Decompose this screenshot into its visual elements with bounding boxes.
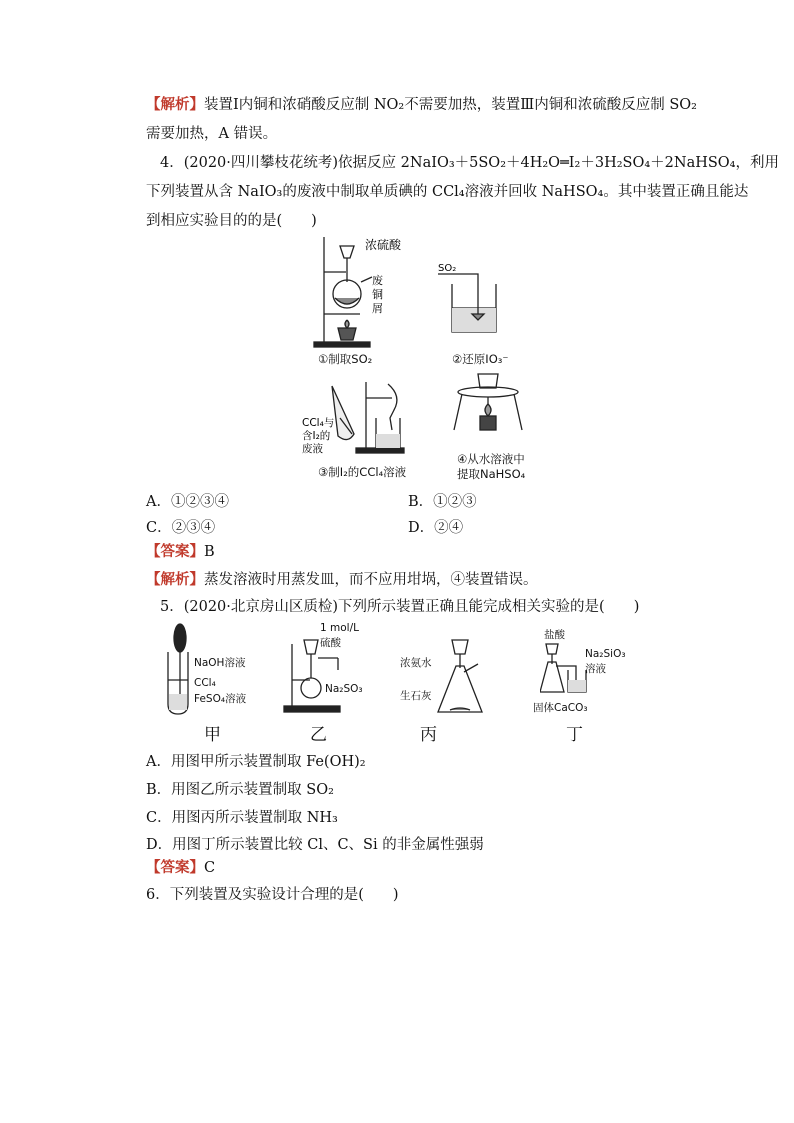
q4-answer: 【答案】B: [146, 543, 215, 560]
fig4-caption-line2: 提取NaHSO₄: [457, 467, 526, 481]
extraction-diagram: [300, 378, 410, 458]
q5-stem: 5．(2020·北京房山区质检)下列所示装置正确且能完成相关实验的是( ): [160, 599, 640, 615]
q6-stem: 6．下列装置及实验设计合理的是( ): [146, 887, 399, 903]
analysis-tag: 【解析】: [146, 96, 204, 113]
svg-text:含I₂的: 含I₂的: [302, 430, 331, 442]
q5-option-a[interactable]: A．用图甲所示装置制取 Fe(OH)₂: [146, 754, 366, 770]
q5-option-b[interactable]: B．用图乙所示装置制取 SO₂: [146, 782, 334, 798]
svg-text:废液: 废液: [302, 443, 323, 455]
fig1-caption: ①制取SO₂: [318, 352, 373, 366]
svg-text:废: 废: [372, 274, 383, 287]
fig4-caption-line1: ④从水溶液中: [457, 452, 525, 466]
fig-bing-name: 丙: [420, 725, 437, 745]
q3-analysis-line1: 【解析】装置Ⅰ内铜和浓硝酸反应制 NO₂不需要加热，装置Ⅲ内铜和浓硫酸反应制 SO₂: [146, 96, 697, 113]
fig-ding-name: 丁: [566, 725, 583, 745]
svg-text:CCl₄与: CCl₄与: [302, 417, 335, 429]
q4-stem-line3: 到相应实验目的的是( ): [146, 213, 317, 229]
fig2-caption: ②还原IO₃⁻: [452, 352, 509, 366]
conc-sulfuric-acid-label: 浓硫酸: [365, 238, 402, 252]
fig-jia-name: 甲: [204, 725, 221, 745]
q4-option-c[interactable]: C．②③④: [146, 520, 216, 536]
iodate-reduction-diagram: [436, 262, 506, 342]
q5-option-d[interactable]: D．用图丁所示装置比较 Cl、C、Si 的非金属性强弱: [146, 837, 484, 853]
q5-option-c[interactable]: C．用图丙所示装置制取 NH₃: [146, 810, 338, 826]
fig3-caption: ③制I₂的CCl₄溶液: [318, 465, 407, 479]
q4-option-d[interactable]: D．②④: [408, 520, 464, 536]
q4-stem-line1: 4．(2020·四川攀枝花统考)依据反应 2NaIO₃＋5SO₂＋4H₂O═I₂＋3H₂SO₄＋2NaHSO₄，利用: [160, 155, 779, 171]
fig-bing-diagram: [436, 634, 486, 718]
q4-stem-line2: 下列装置从含 NaIO₃的废液中制取单质碘的 CCl₄溶液并回收 NaHSO₄。其中装置正确且能达: [146, 184, 749, 200]
q4-analysis: 【解析】蒸发溶液时用蒸发皿，而不应用坩埚，④装置错误。: [146, 571, 538, 588]
svg-text:屑: 屑: [372, 302, 383, 315]
fig-jia-diagram: [160, 622, 190, 718]
svg-text:铜: 铜: [372, 288, 383, 301]
crucible-evaporation-diagram: [452, 370, 524, 436]
fig-yi-name: 乙: [310, 725, 327, 745]
so2-gas-label: SO₂: [438, 263, 457, 274]
so2-generator-diagram: [310, 232, 420, 352]
q4-option-a[interactable]: A．①②③④: [146, 494, 229, 510]
q3-analysis-line2: 需要加热，A 错误。: [146, 126, 278, 142]
q4-option-b[interactable]: B．①②③: [408, 494, 477, 510]
q5-answer: 【答案】C: [146, 859, 216, 876]
